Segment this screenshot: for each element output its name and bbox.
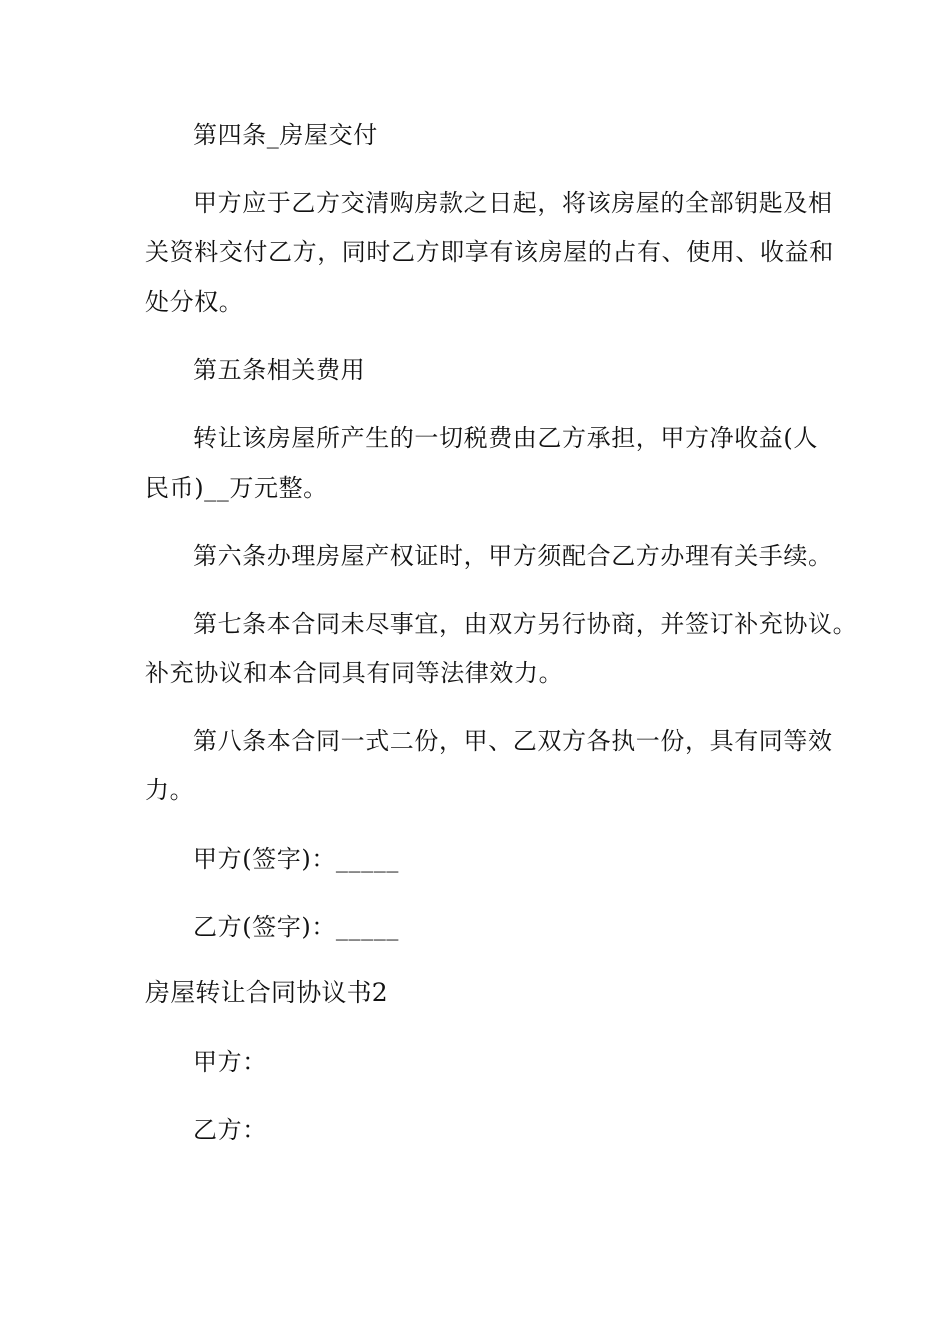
article4-body-line-1: 甲方应于乙方交清购房款之日起，将该房屋的全部钥匙及相 xyxy=(193,189,833,217)
article5-body-line-2: 民币)__万元整。 xyxy=(145,474,328,502)
article8-line-1: 第八条本合同一式二份，甲、乙双方各执一份，具有同等效 xyxy=(193,727,833,755)
article4-body-line-3: 处分权。 xyxy=(145,288,244,316)
article4-title: 第四条_房屋交付 xyxy=(193,121,378,149)
article4-body-line-2: 关资料交付乙方，同时乙方即享有该房屋的占有、使用、收益和 xyxy=(145,238,834,266)
contract2-title: 房屋转让合同协议书2 xyxy=(145,978,388,1007)
article5-body-line-1: 转让该房屋所产生的一切税费由乙方承担，甲方净收益(人 xyxy=(193,424,818,452)
contract2-party-b: 乙方： xyxy=(193,1116,267,1144)
article8-line-2: 力。 xyxy=(145,776,195,804)
article5-title: 第五条相关费用 xyxy=(193,356,366,384)
party-a-signature: 甲方(签字)：_____ xyxy=(193,845,399,873)
article7-line-2: 补充协议和本合同具有同等法律效力。 xyxy=(145,659,564,687)
contract2-party-a: 甲方： xyxy=(193,1048,267,1076)
article6-text: 第六条办理房屋产权证时，甲方须配合乙方办理有关手续。 xyxy=(193,542,833,570)
party-b-signature: 乙方(签字)：_____ xyxy=(193,913,399,941)
article7-line-1: 第七条本合同未尽事宜，由双方另行协商，并签订补充协议。 xyxy=(193,610,858,638)
